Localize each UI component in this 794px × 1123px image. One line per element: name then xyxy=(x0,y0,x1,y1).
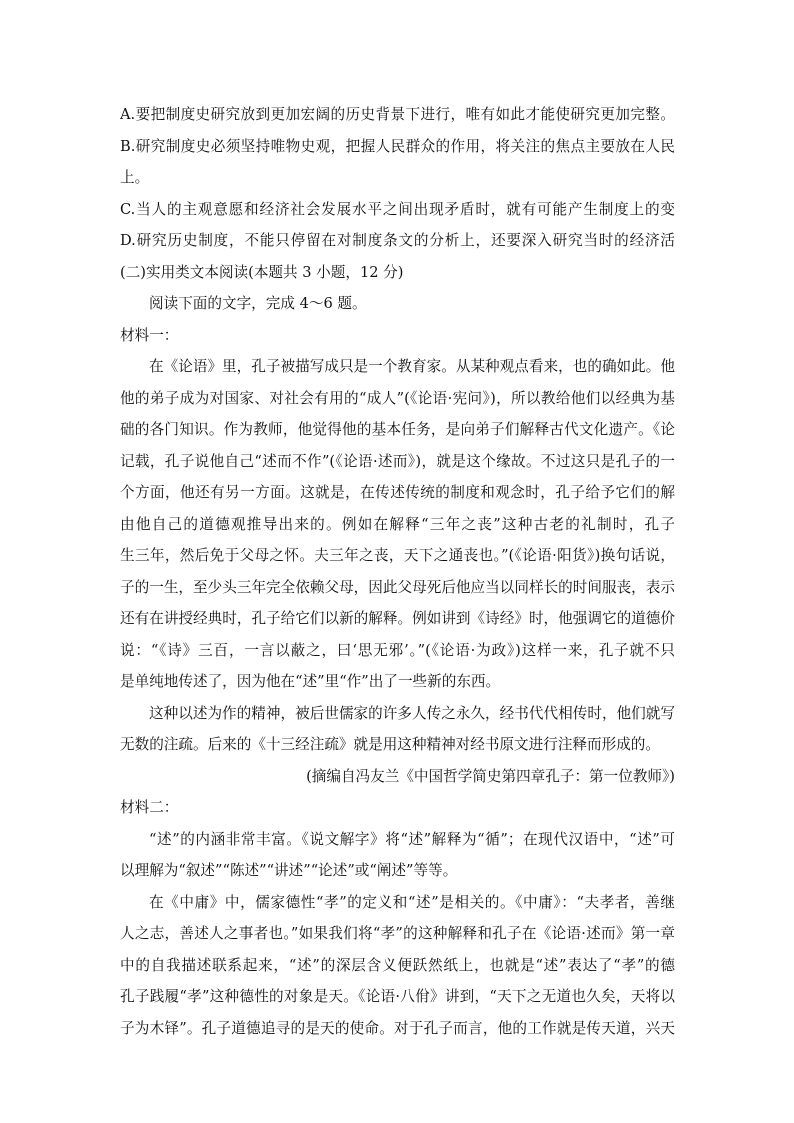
material-2-p1-line: 以理解为“叙述”“陈述”“讲述”“论述”或“阐述”等等。 xyxy=(120,862,458,879)
material-1-p1-line: 个方面，他还有另一方面。这就是，在传述传统的制度和观念时，孔子给予它们的解 xyxy=(120,484,675,501)
document-page xyxy=(120,99,675,1044)
material-1-p2-line: 这种以述为作的精神，被后世儒家的许多人传之永久，经书代代相传时，他们就写 xyxy=(149,704,675,722)
material-1-source: (摘编自冯友兰《中国哲学简史第四章孔子：第一位教师》) xyxy=(306,767,675,785)
material-2-label: 材料二： xyxy=(120,799,179,816)
material-1-p1-line: 由他自己的道德观推导出来的。例如在解释“三年之丧”这种古老的礼制时，孔子 xyxy=(120,515,675,533)
material-2-p2-line: 中的自我描述联系起来，“述”的深层含义便跃然纸上，也就是“述”表达了“孝”的德 xyxy=(120,956,675,974)
material-2-p2-line: 孔子践履“孝”这种德性的对象是天。《论语·八佾》讲到，“天下之无道也久矣，天将以 xyxy=(120,988,675,1005)
option-a: A.要把制度史研究放到更加宏阔的历史背景下进行，唯有如此才能使研究更加完整。 xyxy=(120,106,675,123)
material-2-p2-line: 人之志，善述人之事者也。”如果我们将“孝”的这种解释和孔子在《论语·述而》第一章 xyxy=(120,925,675,942)
section-heading: (二)实用类文本阅读(本题共 3 小题，12 分) xyxy=(120,263,404,281)
material-1-p1-line: 在《论语》里，孔子被描写成只是一个教育家。从某种观点看来，也的确如此。他 xyxy=(149,358,675,375)
material-1-p1-line: 是单纯地传述了，因为他在“述”里“作”出了一些新的东西。 xyxy=(120,673,501,690)
material-1-p1-line: 子的一生，至少头三年完全依赖父母，因此父母死后他应当以同样长的时间服丧，表示 xyxy=(120,578,675,596)
material-2-p1-line: “述”的内涵非常丰富。《说文解字》将“述”解释为“循”；在现代汉语中，“述”可 xyxy=(149,830,675,848)
material-1-label: 材料一： xyxy=(120,326,179,344)
section-instruction: 阅读下面的文字，完成 4～6 题。 xyxy=(149,295,367,312)
option-b-line-2: 上。 xyxy=(120,169,150,186)
option-b-line-1: B.研究制度史必须坚持唯物史观，把握人民群众的作用，将关注的焦点主要放在人民 xyxy=(120,137,675,155)
material-1-p1-line: 说：“《诗》三百，一言以蔽之，曰‘思无邪’。”(《论语·为政》)这样一来，孔子就不只 xyxy=(120,641,675,659)
material-1-p1-line: 他的弟子成为对国家、对社会有用的“成人”(《论语·宪问》)，所以教给他们以经典为基 xyxy=(120,389,675,407)
material-1-p1-line: 记载，孔子说他自己“述而不作”(《论语·述而》)，就是这个缘故。不过这只是孔子的一 xyxy=(120,452,675,470)
material-1-p1-line: 生三年，然后免于父母之怀。夫三年之丧，天下之通丧也。”(《论语·阳货》)换句话说， xyxy=(120,547,675,564)
material-2-p2-line: 在《中庸》中，儒家德性“孝”的定义和“述”是相关的。《中庸》：“夫孝者，善继 xyxy=(149,893,675,911)
material-1-p1-line: 还有在讲授经典时，孔子给它们以新的解释。例如讲到《诗经》时，他强调它的道德价 xyxy=(120,610,675,627)
material-1-p1-line: 础的各门知识。作为教师，他觉得他的基本任务，是向弟子们解释古代文化遗产。《论 xyxy=(120,421,675,438)
option-c: C.当人的主观意愿和经济社会发展水平之间出现矛盾时，就有可能产生制度上的变 xyxy=(120,200,675,218)
material-2-p2-line: 子为木铎”。孔子道德追寻的是天的使命。对于孔子而言，他的工作就是传天道，兴天 xyxy=(120,1019,675,1037)
material-1-p2-line: 无数的注疏。后来的《十三经注疏》就是用这种精神对经书原文进行注释而形成的。 xyxy=(120,736,660,753)
option-d: D.研究历史制度，不能只停留在对制度条文的分析上，还要深入研究当时的经济活 xyxy=(120,232,675,249)
